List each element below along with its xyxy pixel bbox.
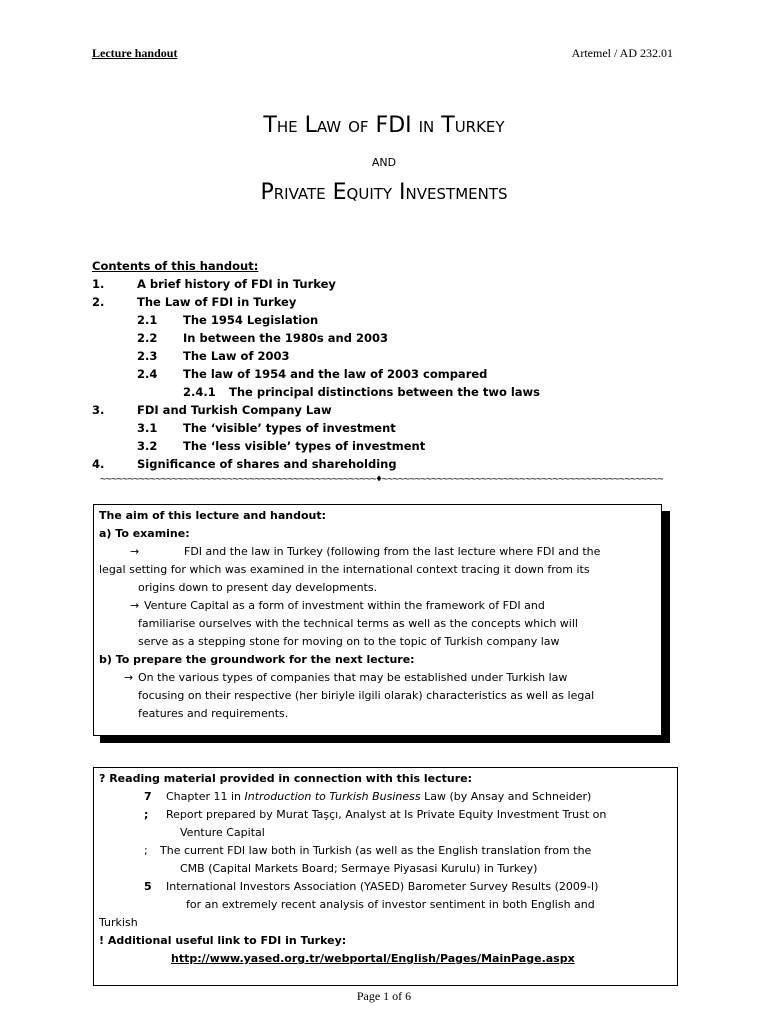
reading-item-2-line2: Venture Capital (180, 826, 265, 839)
reading-marker: ; (144, 808, 149, 821)
aim-a-item2-line3: serve as a stepping stone for moving on to the topic of Turkish company law (138, 635, 560, 648)
reading-item-4-line3: Turkish (99, 916, 138, 929)
list-item-label: The Law of FDI in Turkey (137, 295, 297, 309)
reading-heading: ? Reading material provided in connection with this lecture: (99, 772, 473, 785)
list-item-number: 2.3 (137, 349, 158, 363)
arrow-icon: → (130, 599, 140, 612)
reading-item-3-line2: CMB (Capital Markets Board; Sermaye Piyasasi Kurulu) in Turkey) (180, 862, 538, 875)
reading-item-1-title: Introduction to Turkish Business (244, 790, 421, 803)
aim-heading: The aim of this lecture and handout: (99, 509, 327, 522)
arrow-icon: → (130, 545, 140, 558)
title-line-2: and (371, 151, 397, 170)
title-line-1: The Law of FDI in Turkey (263, 113, 505, 138)
list-item-label: The 1954 Legislation (183, 313, 319, 327)
yased-link[interactable]: http://www.yased.org.tr/webportal/English/Pages/MainPage.aspx (171, 952, 575, 965)
aim-a-heading: a) To examine: (99, 527, 190, 540)
section-divider: ~~~~~~~~~~~~~~~~~~~~~~~~~~~~~~~~~~~~~~~~~~~~~~~~~~♦~~~~~~~~~~~~~~~~~~~~~~~~~~~~~~~~~~~~~~~~~~~~~~~~~~~ (100, 474, 664, 485)
reading-marker: 7 (144, 790, 152, 803)
list-item-label: The ‘less visible’ types of investment (183, 439, 426, 453)
title-line-3: Private Equity Investments (260, 180, 508, 205)
list-item-number: 2.4.1 (183, 385, 216, 399)
arrow-icon: → (124, 671, 134, 684)
list-item-number: 1. (92, 277, 105, 291)
list-item-number: 4. (92, 457, 105, 471)
list-item-number: 3.2 (137, 439, 158, 453)
list-item-label: FDI and Turkish Company Law (137, 403, 332, 417)
aim-box (93, 504, 662, 736)
aim-a-item1-line1: FDI and the law in Turkey (following from the last lecture where FDI and the (184, 545, 601, 558)
list-item-label: A brief history of FDI in Turkey (137, 277, 336, 291)
list-item-label: In between the 1980s and 2003 (183, 331, 388, 345)
aim-b-item-line1: On the various types of companies that may be established under Turkish law (138, 671, 568, 684)
list-item-label: The ‘visible’ types of investment (183, 421, 396, 435)
list-item-label: The law of 1954 and the law of 2003 compared (183, 367, 488, 381)
list-item-number: 3.1 (137, 421, 158, 435)
aim-a-item1-line2: legal setting for which was examined in the international context tracing it down from its (99, 563, 590, 576)
aim-b-item-line2: focusing on their respective (her biriyle ilgili olarak) characteristics as well as legal (138, 689, 595, 702)
aim-a-item2-line1: Venture Capital as a form of investment within the framework of FDI and (144, 599, 545, 612)
reading-item-2-line1: Report prepared by Murat Taşçı, Analyst at Is Private Equity Investment Trust on (166, 808, 607, 821)
list-item-label: Significance of shares and shareholding (137, 457, 397, 471)
aim-b-item-line3: features and requirements. (138, 707, 289, 720)
reading-marker: ; (144, 844, 148, 857)
aim-a-item2-line2: familiarise ourselves with the technical terms as well as the concepts which will (138, 617, 578, 630)
reading-item-1-post: Law (by Ansay and Schneider) (420, 790, 592, 803)
list-item-number: 3. (92, 403, 105, 417)
list-item-number: 2. (92, 295, 105, 309)
reading-item-3-line1: The current FDI law both in Turkish (as well as the English translation from the (160, 844, 592, 857)
page-number: Page 1 of 6 (356, 989, 412, 1003)
list-item-label: The Law of 2003 (183, 349, 290, 363)
aim-a-item1-line3: origins down to present day developments. (138, 581, 378, 594)
reading-item-4-line2: for an extremely recent analysis of investor sentiment in both English and (186, 898, 595, 911)
list-item-number: 2.4 (137, 367, 158, 381)
reading-item-1 (166, 788, 591, 806)
reading-item-4-line1: International Investors Association (YASED) Barometer Survey Results (2009-I) (166, 880, 599, 893)
contents-heading: Contents of this handout: (92, 259, 259, 273)
list-item-label: The principal distinctions between the two laws (229, 385, 541, 399)
list-item-number: 2.2 (137, 331, 158, 345)
list-item-number: 2.1 (137, 313, 158, 327)
reading-marker: 5 (144, 880, 152, 893)
header-course-code: Artemel / AD 232.01 (571, 46, 673, 60)
reading-box (93, 767, 678, 986)
header-left-label: Lecture handout (92, 46, 178, 60)
aim-b-heading: b) To prepare the groundwork for the next lecture: (99, 653, 415, 666)
additional-link-heading: ! Additional useful link to FDI in Turkey: (99, 934, 347, 947)
reading-item-1-pre: Chapter 11 in (166, 790, 245, 803)
